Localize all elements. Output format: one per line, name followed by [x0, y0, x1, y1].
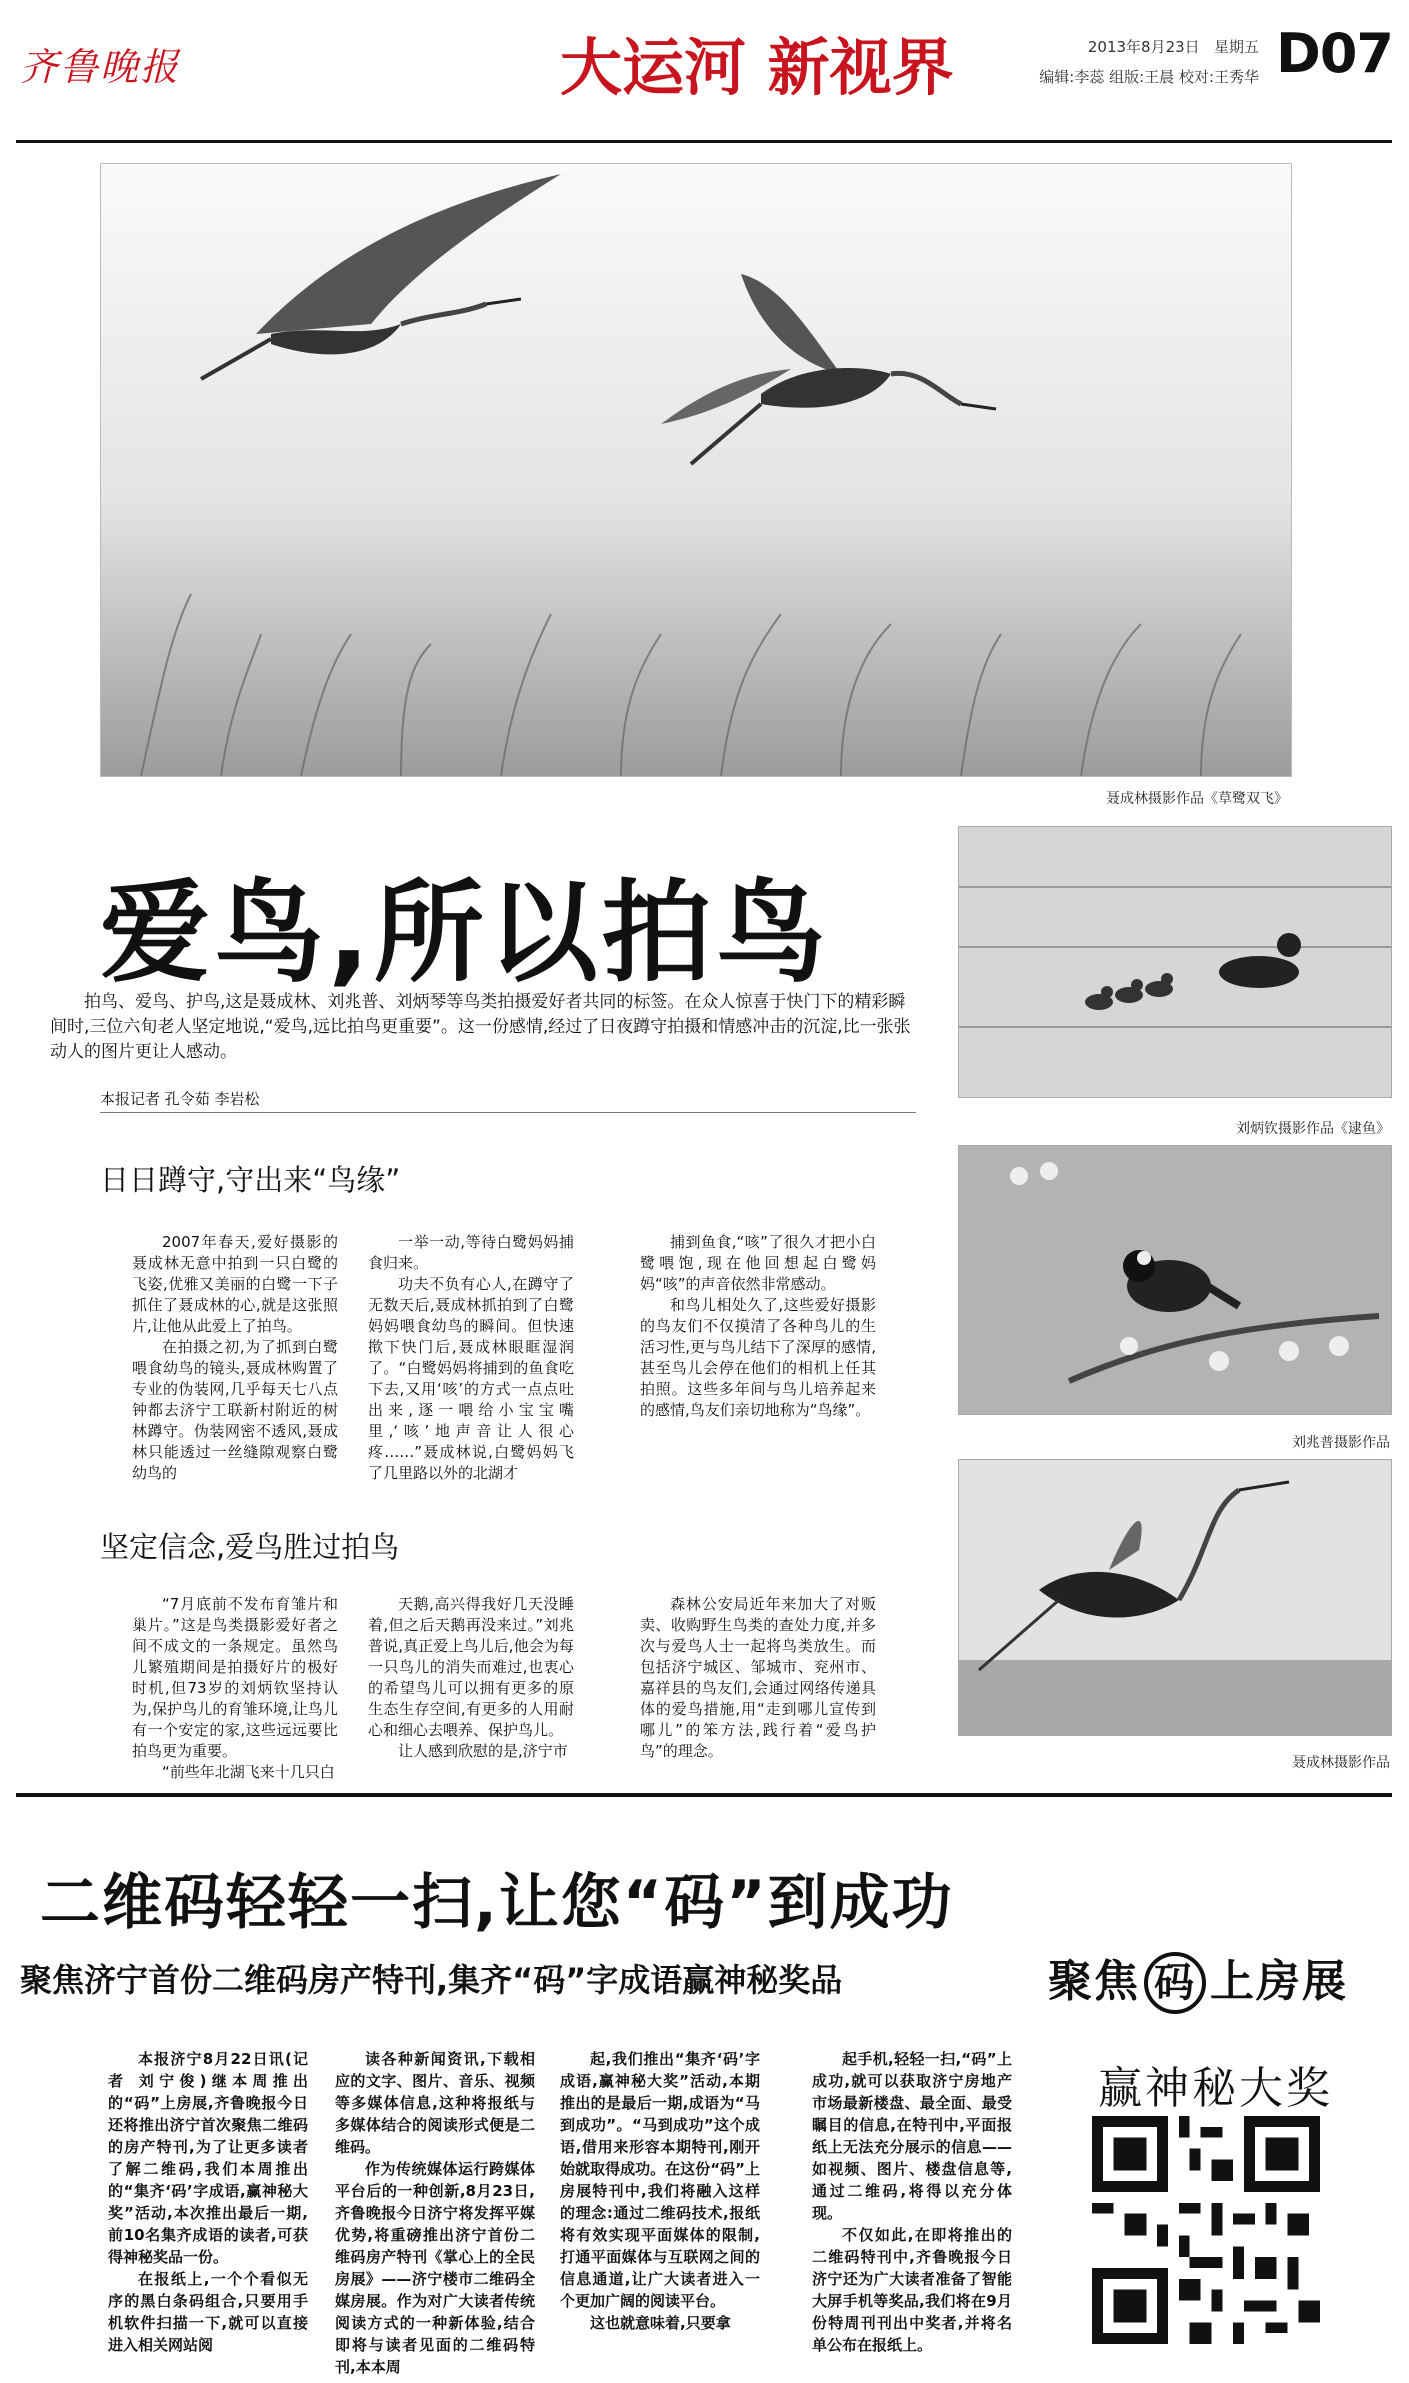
section1-heading: 日日蹲守,守出来“鸟缘”: [100, 1163, 401, 1197]
issue-date-line: [1088, 36, 1259, 57]
byline-rule: [100, 1112, 916, 1113]
redstart-illustration: [959, 1146, 1391, 1414]
promo-prize-label: 赢神秘大奖: [1098, 2063, 1333, 2114]
promo-column-3: [560, 2048, 760, 2334]
section1-column-2: [368, 1232, 574, 1484]
promo-column-4: [812, 2048, 1012, 2356]
issue-date: 2013年8月23日: [1087, 38, 1200, 56]
magnifier-icon: [1144, 1952, 1206, 2014]
section-divider: [16, 1793, 1392, 1797]
section2-column-3: [640, 1594, 876, 1762]
paragraph: 在报纸上,一个个看似无序的黑白条码组合,只要用手机软件扫描一下,就可以直接进入相关网站阅: [108, 2270, 308, 2354]
paragraph: 起,我们推出“集齐‘码’字成语,赢神秘大奖”活动,本期推出的是最后一期,成语为“马到成功”。“马到成功”这个成语,借用来形容本期特刊,刚开始就取得成功。在这份“码”上房展特刊中,我们将融入这样的理念:通过二维码技术,报纸将有效实现平面媒体的限制,打通平面媒体与互联网之间的信息通道,让广大读者进入一个更加广阔的阅读平台。: [560, 2050, 760, 2310]
page-number: D07: [1276, 22, 1393, 85]
promo-badge-right: 上房展: [1210, 1956, 1348, 2007]
issue-weekday: 星期五: [1213, 38, 1259, 56]
staff-credits: 编辑:李蕊 组版:王晨 校对:王秀华: [1039, 68, 1259, 86]
article-lede: 拍鸟、爱鸟、护鸟,这是聂成林、刘兆普、刘炳琴等鸟类拍摄爱好者共同的标签。在众人惊喜于快门下的精彩瞬间时,三位六旬老人坚定地说,“爱鸟,远比拍鸟更重要”。这一份感情,经过了日夜蹲守拍摄和情感冲击的沉淀,比一张张动人的图片更让人感动。: [50, 992, 911, 1062]
qr-code-icon[interactable]: [1092, 2116, 1320, 2344]
promo-badge-left: 聚焦: [1048, 1956, 1140, 2007]
promo-badge-char: 码: [1154, 1960, 1196, 2006]
qr-code-graphic: [1092, 2116, 1320, 2344]
photo-heron-flight-caption: 聂成林摄影作品: [1292, 1755, 1390, 1771]
paragraph: 读各种新闻资讯,下载相应的文字、图片、音乐、视频等多媒体信息,这种将报纸与多媒体结合的阅读形式便是二维码。: [335, 2050, 535, 2156]
paragraph: “前些年北湖飞来十几只白: [162, 1763, 335, 1781]
promo-badge: [1048, 1945, 1348, 2014]
promo-column-1: [108, 2048, 308, 2356]
masthead-rule: [16, 140, 1392, 143]
section1-column-1: [132, 1232, 338, 1484]
paragraph: 本报济宁8月22日讯(记者 刘宁俊)继本周推出的“码”上房展,齐鲁晚报今日还将推出济宁首次聚焦二维码的房产特刊,为了让更多读者了解二维码,我们本周推出的“集齐‘码’字成语,赢神秘大奖”活动,本次推出最后一期,前10名集齐成语的读者,可获得神秘奖品一份。: [108, 2050, 308, 2266]
paragraph: 作为传统媒体运行跨媒体平台后的一种创新,8月23日,齐鲁晚报今日济宁将发挥平媒优势,将重磅推出济宁首份二维码房产特刊《掌心上的全民房展》——济宁楼市二维码全媒房展。作为对广大读者传统阅读方式的一种新体验,结合即将与读者见面的二维码特刊,本本周: [335, 2160, 535, 2376]
photo-redstart-caption: 刘兆普摄影作品: [1292, 1435, 1390, 1451]
paragraph: 不仅如此,在即将推出的二维码特刊中,齐鲁晚报今日济宁还为广大读者准备了智能大屏手机等奖品,我们将在9月份特周刊刊出中奖者,并将名单公布在报纸上。: [812, 2226, 1012, 2354]
section2-heading: 坚定信念,爱鸟胜过拍鸟: [100, 1530, 400, 1564]
paragraph: 2007年春天,爱好摄影的聂成林无意中拍到一只白鹭的飞姿,优雅又美丽的白鹭一下子抓住了聂成林的心,就是这张照片,让他从此爱上了拍鸟。: [132, 1233, 338, 1335]
main-photo-caption: 聂成林摄影作品《草鹭双飞》: [1106, 791, 1288, 807]
paragraph: 让人感到欣慰的是,济宁市: [398, 1742, 568, 1760]
section2-column-2: [368, 1594, 574, 1762]
heron-illustration: [101, 164, 1291, 776]
main-photo-herons: [100, 163, 1292, 777]
heron-flight-illustration: [959, 1460, 1391, 1735]
paragraph: 一举一动,等待白鹭妈妈捕食归来。: [368, 1233, 574, 1272]
paragraph: 捕到鱼食,“咳”了很久才把小白鹭喂饱,现在他回想起白鹭妈妈“咳”的声音依然非常感动。: [640, 1233, 876, 1293]
paragraph: 起手机,轻轻一扫,“码”上成功,就可以获取济宁房地产市场最新楼盘、最全面、最受瞩目的信息,在特刊中,平面报纸上无法充分展示的信息——如视频、图片、楼盘信息等,通过二维码,将得以充分体现。: [812, 2050, 1012, 2222]
paragraph: 在拍摄之初,为了抓到白鹭喂食幼鸟的镜头,聂成林购置了专业的伪装网,几乎每天七八点钟都去济宁工联新村附近的树林蹲守。伪装网密不透风,聂成林只能透过一丝缝隙观察白鹭幼鸟的: [132, 1338, 338, 1482]
photo-heron-flight: [958, 1459, 1392, 1736]
article-headline: 爱鸟,所以拍鸟: [100, 869, 830, 997]
promo-headline: 二维码轻轻一扫,让您“码”到成功: [40, 1868, 954, 1938]
paragraph: 这也就意味着,只要拿: [590, 2314, 731, 2332]
section-title: 大运河 新视界: [560, 31, 954, 104]
photo-redstart: [958, 1145, 1392, 1415]
paragraph: 森林公安局近年来加大了对贩卖、收购野生鸟类的查处力度,并多次与爱鸟人士一起将鸟类放生。而包括济宁城区、邹城市、兖州市、嘉祥县的鸟友们,会通过网络传递具体的爱鸟措施,用“走到哪儿宣传到哪儿”的笨方法,践行着“爱鸟护鸟”的理念。: [640, 1595, 876, 1760]
ducks-illustration: [959, 827, 1391, 1097]
photo-ducks: [958, 826, 1392, 1098]
paragraph: 和鸟儿相处久了,这些爱好摄影的鸟友们不仅摸清了各种鸟儿的生活习性,更与鸟儿结下了深厚的感情,甚至鸟儿会停在他们的相机上任其拍照。这些多年间与鸟儿培养起来的感情,鸟友们亲切地称为“鸟缘”。: [640, 1296, 876, 1419]
promo-subheadline: 聚焦济宁首份二维码房产特刊,集齐“码”字成语赢神秘奖品: [20, 1961, 843, 1999]
paragraph: 功夫不负有心人,在蹲守了无数天后,聂成林抓拍到了白鹭妈妈喂食幼鸟的瞬间。但快速揿下快门后,聂成林眼眶湿润了。“白鹭妈妈将捕到的鱼食吃下去,又用‘咳’的方式一点点吐出来,逐一喂给小宝宝嘴里,‘咳’地声音让人很心疼……”聂成林说,白鹭妈妈飞了几里路以外的北湖才: [368, 1275, 574, 1482]
paragraph: 天鹅,高兴得我好几天没睡着,但之后天鹅再没来过。”刘兆普说,真正爱上鸟儿后,他会为每一只鸟儿的消失而难过,也衷心的希望鸟儿可以拥有更多的原生态生存空间,有更多的人用耐心和细心去喂养、保护鸟儿。: [368, 1595, 574, 1739]
article-byline: 本报记者 孔令茹 李岩松: [100, 1090, 260, 1108]
photo-ducks-caption: 刘炳钦摄影作品《逮鱼》: [1236, 1121, 1390, 1137]
section1-column-3: [640, 1232, 876, 1421]
paragraph: “7月底前不发布育雏片和巢片。”这是鸟类摄影爱好者之间不成文的一条规定。虽然鸟儿繁殖期间是拍摄好片的极好时机,但73岁的刘炳钦坚持认为,保护鸟儿的育雏环境,让鸟儿有一个安定的家,这些远远要比拍鸟更为重要。: [132, 1595, 338, 1760]
promo-column-2: [335, 2048, 535, 2378]
newspaper-logo: 齐鲁晚报: [20, 45, 181, 89]
section2-column-1: [132, 1594, 338, 1783]
